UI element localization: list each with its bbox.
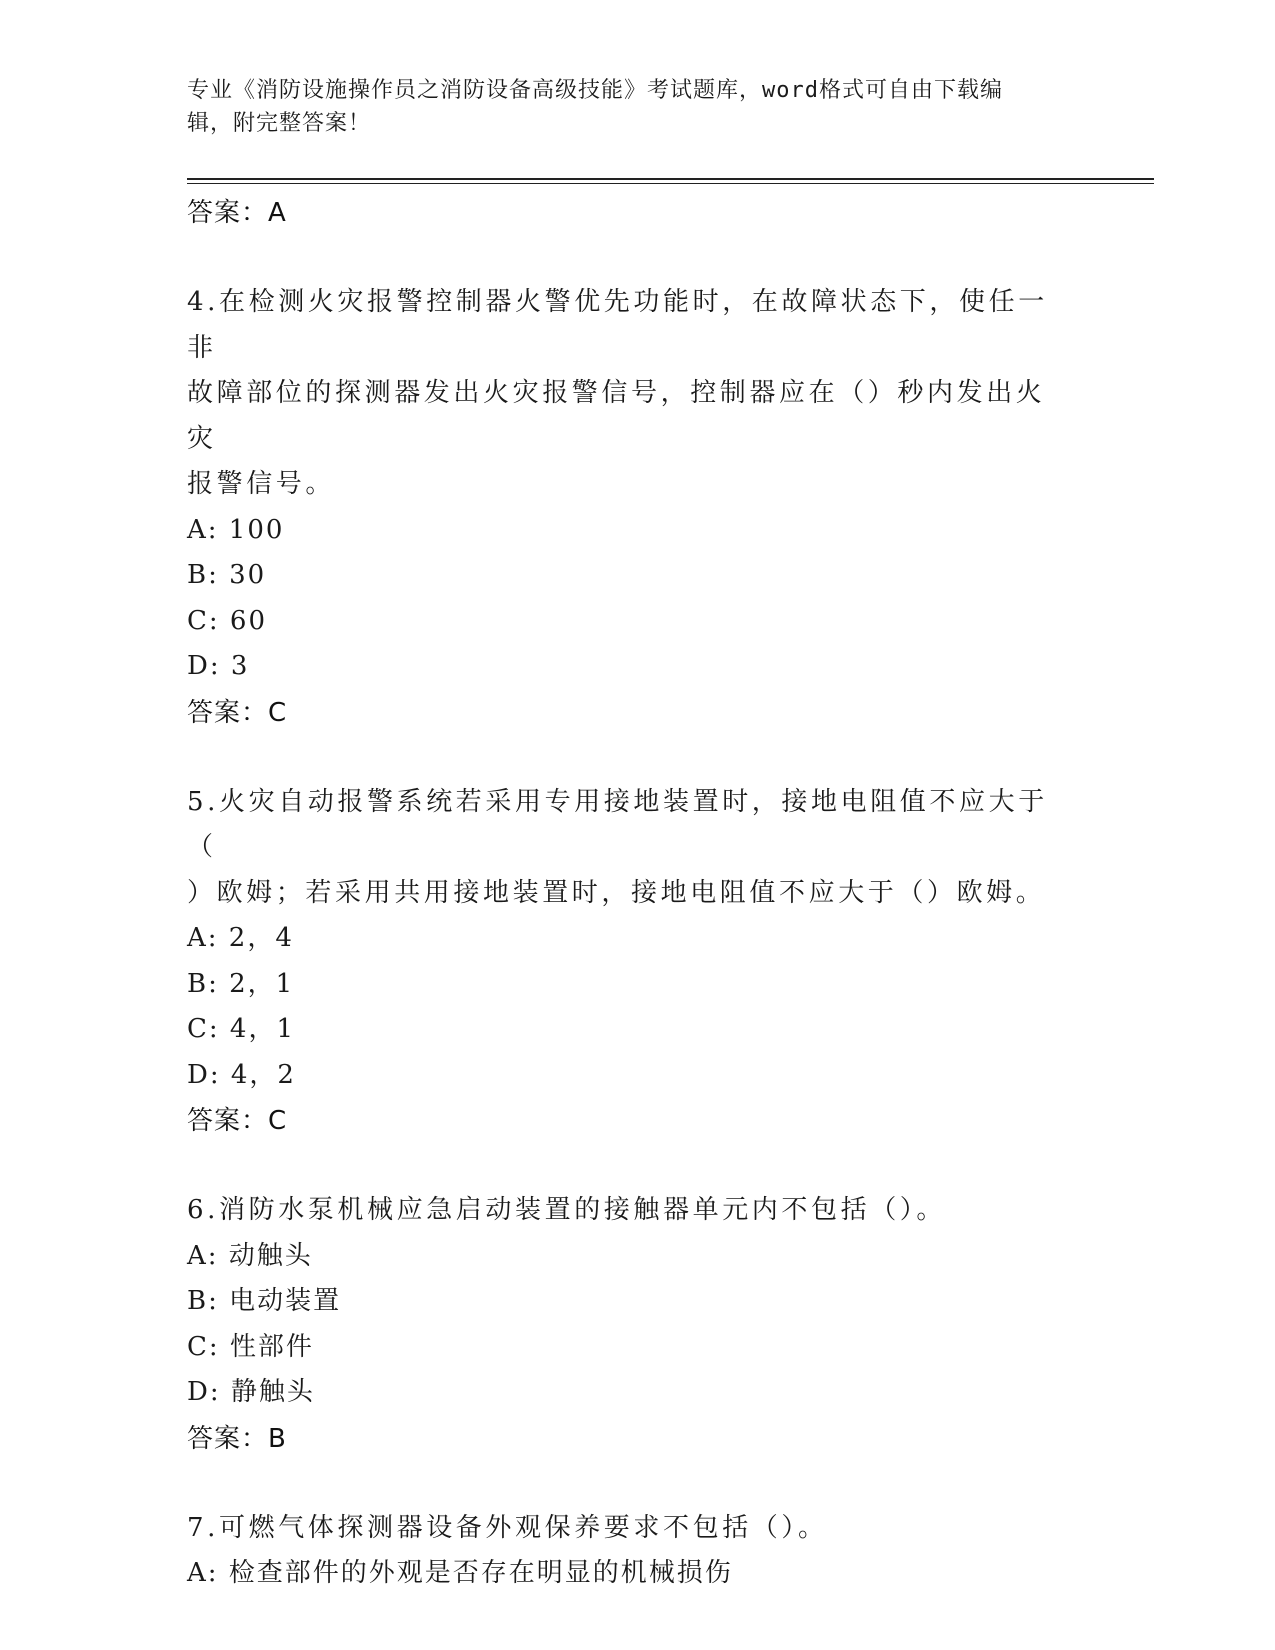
- header-line-1: 专业《消防设施操作员之消防设备高级技能》考试题库，word格式可自由下载编: [187, 78, 1003, 103]
- answer-option: D: 3: [187, 651, 250, 681]
- answer-text: 答案：C: [187, 697, 288, 728]
- question-list: [187, 190, 1067, 1597]
- header-rule-thin: [187, 183, 1154, 184]
- question-stem-line: 报警信号。: [187, 469, 336, 499]
- question-block: [187, 780, 1067, 1145]
- question-stem: [187, 1188, 1067, 1234]
- answer-text: 答案：C: [187, 1106, 288, 1136]
- question-stem-line: 7.可燃气体探测器设备外观保养要求不包括（）。: [187, 1512, 828, 1543]
- question-block: [187, 280, 1067, 736]
- question-stem: [187, 1506, 1067, 1552]
- question-stem: [187, 280, 1067, 508]
- page-header: [187, 74, 1067, 140]
- question-block: [187, 1506, 1067, 1597]
- answer-option: C: 4，1: [187, 1014, 296, 1044]
- answer-option: B: 2，1: [187, 968, 295, 999]
- question-stem-line: 6.消防水泵机械应急启动装置的接触器单元内不包括（）。: [187, 1195, 947, 1225]
- answer-option: D: 4，2: [187, 1059, 296, 1090]
- answer-option: A: 检查部件的外观是否存在明显的机械损伤: [187, 1558, 733, 1588]
- answer-option: D: 静触头: [187, 1377, 315, 1407]
- answer-option: A: 100: [187, 514, 285, 545]
- question-stem-line: 故障部位的探测器发出火灾报警信号，控制器应在（）秒内发出火灾: [187, 378, 1046, 454]
- header-line-2: 辑，附完整答案！: [187, 111, 372, 136]
- answer-text: 答案：B: [187, 1423, 287, 1454]
- question-block: [187, 1188, 1067, 1462]
- question-stem: [187, 780, 1067, 917]
- header-rule-thick: [187, 178, 1154, 180]
- answer-option: A: 2，4: [187, 923, 294, 953]
- answer-option: C: 性部件: [187, 1331, 314, 1362]
- question-stem-line: 4.在检测火灾报警控制器火警优先功能时，在故障状态下，使任一非: [187, 287, 1048, 363]
- answer-option: B: 30: [187, 560, 267, 590]
- answer-option: A: 动触头: [187, 1240, 313, 1271]
- answer-text: 答案：A: [187, 198, 287, 228]
- question-stem-line: 5.火灾自动报警系统若采用专用接地装置时，接地电阻值不应大于（: [187, 786, 1048, 862]
- answer-option: C: 60: [187, 605, 268, 636]
- answer-option: B: 电动装置: [187, 1286, 342, 1316]
- question-stem-line: ）欧姆；若采用共用接地装置时，接地电阻值不应大于（）欧姆。: [187, 877, 1046, 908]
